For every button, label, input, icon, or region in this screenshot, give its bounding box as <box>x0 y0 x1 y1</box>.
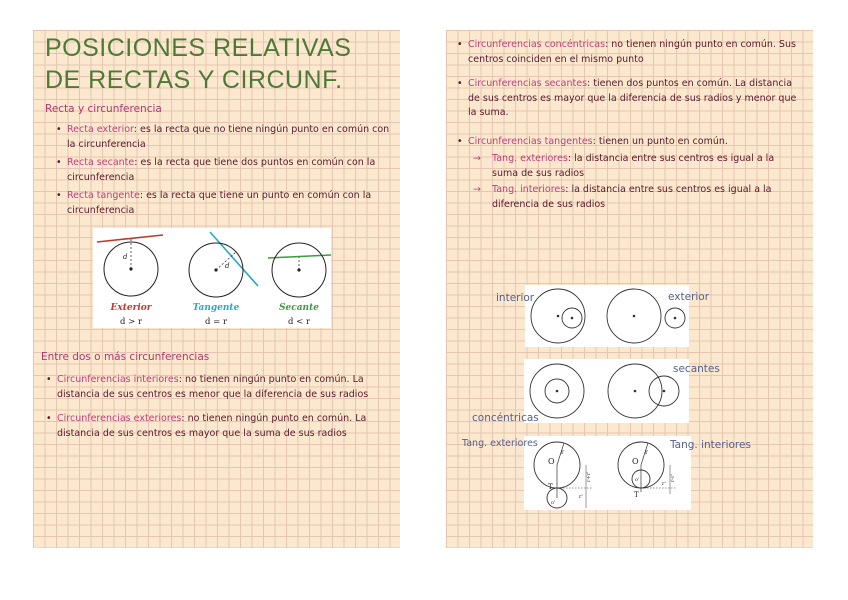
tangentes-diagram <box>524 436 691 510</box>
arrow-right-icon: → <box>473 153 481 164</box>
mark-r-prime: r' <box>662 481 666 487</box>
center-dot <box>557 315 560 318</box>
figure-interior-exterior <box>525 285 689 347</box>
figure-concentricas-secantes <box>524 359 689 423</box>
distance-label: d <box>225 262 230 270</box>
bullet-icon: • <box>56 157 62 168</box>
item-term: Recta exterior <box>67 124 134 135</box>
mark-r-diff: r-r' <box>670 474 676 482</box>
page-title <box>45 32 351 96</box>
label-interior: interior <box>496 292 535 304</box>
exterior-label: Exterior <box>110 303 152 313</box>
list-item <box>456 135 801 213</box>
secante-label: Secante <box>279 303 319 313</box>
mark-o-prime: o' <box>635 477 640 483</box>
center-dot <box>674 317 677 320</box>
label-exterior: exterior <box>668 291 710 303</box>
bullet-icon: • <box>46 374 52 385</box>
item-term: Circunferencias interiores <box>57 374 179 385</box>
interior-exterior-diagram <box>525 285 689 347</box>
heading-entre-circunferencias: Entre dos o más circunferencias <box>41 351 210 363</box>
list-item <box>55 189 393 218</box>
list-item <box>456 38 801 67</box>
label-tang-exteriores: Tang. exteriores <box>462 438 538 449</box>
item-term: Recta tangente <box>67 190 140 201</box>
item-term: Tang. exteriores <box>492 153 568 164</box>
bullet-icon: • <box>56 124 62 135</box>
mark-T: T <box>548 483 553 491</box>
item-text: : es la recta que no tiene ningún punto en común con la circunferencia <box>67 124 390 150</box>
item-text: : la distancia entre sus centros es igual a la suma de sus radios <box>492 153 775 179</box>
item-text: : no tienen ningún punto en común. La distancia de sus centros es mayor que la suma de sus radios <box>57 413 367 439</box>
center-dot <box>663 390 666 393</box>
mark-r-prime: r' <box>579 494 583 500</box>
right-page <box>446 30 813 548</box>
bullet-icon: • <box>457 39 463 50</box>
list-item <box>55 156 393 185</box>
item-term: Circunferencias tangentes <box>468 135 593 147</box>
left-page <box>33 30 400 548</box>
bullet-icon: • <box>457 135 463 147</box>
label-secantes: secantes <box>673 363 720 375</box>
item-term: Recta secante <box>67 157 135 168</box>
label-tang-interiores: Tang. interiores <box>670 439 751 451</box>
list-recta <box>55 123 393 222</box>
mark-T: T <box>634 491 639 499</box>
heading-recta-circunferencia: Recta y circunferencia <box>45 103 162 115</box>
list-circunferencias <box>45 373 393 445</box>
list-item <box>456 77 801 121</box>
list-item <box>468 152 801 181</box>
arrow-right-icon: → <box>473 184 481 195</box>
list-item <box>55 123 393 152</box>
tangente-label: Tangente <box>192 303 240 313</box>
item-text: : tienen dos puntos en común. La distancia de sus centros es mayor que la diferencia de sus radios y menor que la suma. <box>468 78 797 118</box>
exterior-line <box>97 235 163 242</box>
bullet-icon: • <box>46 413 52 424</box>
item-text: : tienen un punto en común. <box>592 135 728 147</box>
bullet-icon: • <box>56 190 62 201</box>
mark-O: O <box>548 457 555 466</box>
item-text: : es la recta que tiene dos puntos en común con la circunferencia <box>67 157 376 183</box>
label-concentricas: concéntricas <box>472 412 539 424</box>
mark-O: O <box>632 457 639 466</box>
tangentes-sublist <box>468 152 801 212</box>
item-text: : no tienen ningún punto en común. Sus centros coinciden en el mismo punto <box>468 39 796 65</box>
center-dot <box>633 315 636 318</box>
center-dot <box>571 317 574 320</box>
item-term: Circunferencias exteriores <box>57 413 182 424</box>
item-text: : es la recta que tiene un punto en común con la circunferencia <box>67 190 372 216</box>
center-dot <box>556 390 559 393</box>
mark-r: r <box>561 449 564 456</box>
mark-r: r <box>645 449 648 456</box>
mark-o-prime: o' <box>551 500 556 506</box>
figure-rectas <box>93 228 331 328</box>
exterior-relation: d > r <box>119 317 143 327</box>
bullet-icon: • <box>457 78 463 89</box>
center-dot <box>634 390 637 393</box>
item-term: Tang. interiores <box>492 184 566 195</box>
item-text: : no tienen ningún punto en común. La distancia de sus centros es menor que la diferencia de sus radios <box>57 374 369 400</box>
distance-label: d <box>123 253 128 261</box>
item-term: Circunferencias concéntricas <box>468 39 606 50</box>
title-line-1: POSICIONES RELATIVAS <box>45 34 352 62</box>
list-item <box>468 183 801 212</box>
tangent-line <box>210 232 258 286</box>
item-text: : la distancia entre sus centros es igual a la diferencia de sus radios <box>492 184 772 210</box>
tangente-relation: d = r <box>204 317 228 327</box>
title-line-2: DE RECTAS Y CIRCUNF. <box>45 66 343 94</box>
list-item <box>45 412 393 441</box>
list-circunferencias-2 <box>456 38 801 216</box>
secante-relation: d < r <box>287 317 311 327</box>
rectas-diagram <box>93 228 331 328</box>
mark-r-sum: r+r' <box>586 471 592 482</box>
list-item <box>45 373 393 402</box>
concentricas-secantes-diagram <box>524 359 689 423</box>
item-term: Circunferencias secantes <box>468 78 588 89</box>
figure-tangentes <box>524 436 691 510</box>
